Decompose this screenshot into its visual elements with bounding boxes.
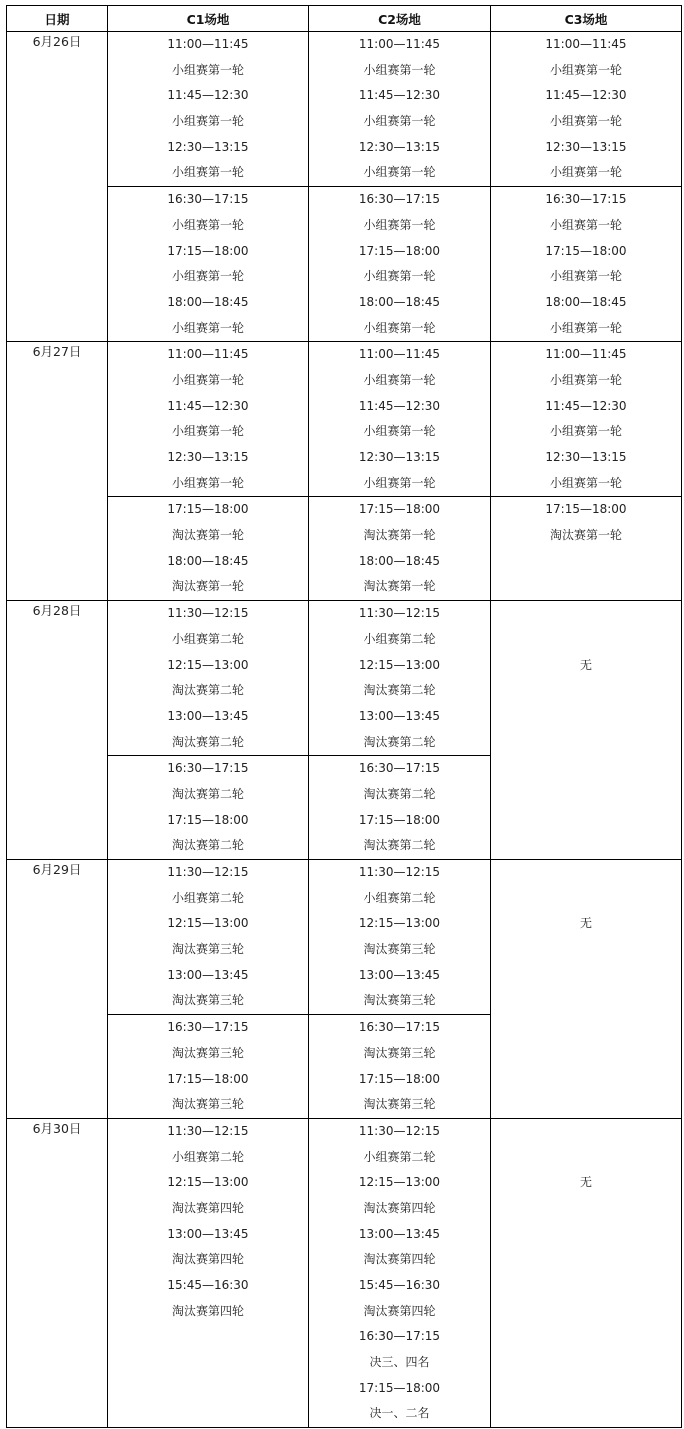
match-label: 小组赛第二轮: [171, 1149, 244, 1164]
c1-slots: [108, 1118, 309, 1427]
header-row: [7, 6, 682, 32]
c3-slots: [491, 342, 682, 497]
match-label: 淘汰赛第四轮: [363, 1200, 436, 1215]
date-cell: 6月29日: [7, 860, 108, 1119]
time-slot: 17:15—18:00: [167, 243, 249, 258]
time-slot: 17:15—18:00: [358, 1071, 441, 1086]
time-slot: 11:30—12:15: [358, 865, 441, 879]
match-label: 淘汰赛第二轮: [171, 734, 244, 749]
match-label: 淘汰赛第三轮: [363, 993, 436, 1008]
time-slot: 16:30—17:15: [167, 1020, 249, 1035]
c1-slots: [108, 342, 309, 497]
time-slot: 11:45—12:30: [358, 88, 441, 103]
schedule-table: [6, 5, 682, 1428]
time-slot: 11:00—11:45: [358, 347, 441, 362]
match-label: 小组赛第一轮: [549, 165, 622, 180]
c2-slots: [309, 342, 491, 497]
c1-slots: [108, 860, 309, 1015]
time-slot: 11:30—12:15: [167, 606, 249, 621]
time-slot: 11:30—12:15: [358, 606, 441, 621]
time-slot: 11:45—12:30: [167, 398, 249, 413]
match-label: 小组赛第二轮: [171, 631, 244, 646]
c3-slots: [491, 497, 682, 601]
match-label: 淘汰赛第二轮: [363, 786, 436, 801]
c3-none-cell: [491, 601, 682, 860]
match-label: 小组赛第一轮: [171, 114, 244, 129]
time-slot: 18:00—18:45: [358, 294, 441, 309]
c1-slots: [108, 187, 309, 342]
match-label: 淘汰赛第二轮: [363, 734, 436, 749]
match-label: 决三、四名: [369, 1355, 430, 1370]
match-label: 小组赛第一轮: [363, 372, 436, 387]
time-slot: 16:30—17:15: [545, 192, 627, 207]
time-slot: 12:30—13:15: [167, 139, 249, 154]
time-slot: 18:00—18:45: [167, 294, 249, 309]
time-slot: 16:30—17:15: [167, 192, 249, 207]
time-slot: 11:30—12:15: [167, 865, 249, 879]
match-label: 淘汰赛第一轮: [171, 579, 244, 594]
time-slot: 11:00—11:45: [167, 37, 249, 51]
match-label: 小组赛第二轮: [171, 890, 244, 905]
time-slot: 11:30—12:15: [167, 1123, 249, 1138]
time-slot: 15:45—16:30: [358, 1278, 441, 1292]
date-cell: 6月26日: [7, 32, 108, 342]
header-c3: C3场地: [491, 6, 682, 32]
header-date: 日期: [7, 6, 108, 32]
match-label: 淘汰赛第四轮: [171, 1303, 244, 1318]
match-label: 淘汰赛第二轮: [171, 786, 244, 801]
match-label: 小组赛第一轮: [171, 62, 244, 77]
c2-slots: [309, 1118, 491, 1427]
time-slot: 12:30—13:15: [358, 139, 441, 154]
match-label: 淘汰赛第三轮: [171, 1097, 244, 1112]
time-slot: 13:00—13:45: [167, 708, 249, 723]
time-slot: 12:30—13:15: [545, 139, 627, 154]
match-label: 小组赛第一轮: [171, 217, 244, 232]
time-slot: 15:45—16:30: [167, 1278, 249, 1292]
c1-slots: [108, 497, 309, 601]
match-label: 小组赛第一轮: [549, 475, 622, 490]
match-label: 淘汰赛第一轮: [549, 528, 622, 543]
time-slot: 13:00—13:45: [358, 708, 441, 723]
time-slot: 11:45—12:30: [167, 88, 249, 103]
table-row: [7, 342, 682, 497]
match-label: 小组赛第一轮: [363, 320, 436, 335]
time-slot: 11:45—12:30: [545, 398, 627, 413]
c3-none-cell: [491, 1118, 682, 1427]
match-label: 小组赛第一轮: [171, 269, 244, 284]
match-label: 小组赛第一轮: [549, 114, 622, 129]
match-label: 小组赛第一轮: [363, 165, 436, 180]
time-slot: 11:00—11:45: [167, 347, 249, 362]
time-slot: 17:15—18:00: [358, 502, 441, 517]
table-row: [7, 860, 682, 1015]
match-label: 小组赛第二轮: [363, 1149, 436, 1164]
time-slot: 12:15—13:00: [167, 657, 249, 672]
time-slot: 12:15—13:00: [358, 916, 441, 931]
match-label: 小组赛第一轮: [549, 372, 622, 387]
match-label: 淘汰赛第四轮: [363, 1303, 436, 1318]
table-row: [7, 187, 682, 342]
time-slot: 11:00—11:45: [545, 37, 627, 51]
match-label: 淘汰赛第三轮: [171, 1045, 244, 1060]
time-slot: 13:00—13:45: [167, 967, 249, 982]
date-cell: 6月27日: [7, 342, 108, 601]
c1-slots: [108, 32, 309, 187]
match-label: 淘汰赛第三轮: [363, 1097, 436, 1112]
time-slot: 18:00—18:45: [358, 553, 441, 568]
match-label: 小组赛第一轮: [549, 424, 622, 439]
c1-slots: [108, 1015, 309, 1119]
time-slot: 17:15—18:00: [358, 812, 441, 827]
c1-slots: [108, 756, 309, 860]
time-slot: 18:00—18:45: [167, 553, 249, 568]
match-label: 小组赛第一轮: [171, 424, 244, 439]
match-label: 小组赛第一轮: [549, 217, 622, 232]
header-c2: C2场地: [309, 6, 491, 32]
match-label: 小组赛第二轮: [363, 890, 436, 905]
time-slot: 16:30—17:15: [358, 761, 441, 776]
match-label: 小组赛第一轮: [363, 269, 436, 284]
time-slot: 11:45—12:30: [358, 398, 441, 413]
match-label: 小组赛第一轮: [363, 114, 436, 129]
time-slot: 17:15—18:00: [167, 1071, 249, 1086]
time-slot: 12:15—13:00: [358, 1175, 441, 1190]
match-label: 淘汰赛第二轮: [171, 683, 244, 698]
time-slot: 16:30—17:15: [358, 1020, 441, 1035]
time-slot: 16:30—17:15: [358, 192, 441, 207]
c3-none-cell: [491, 860, 682, 1119]
time-slot: 12:30—13:15: [167, 450, 249, 464]
match-label: 淘汰赛第二轮: [363, 838, 436, 853]
c2-slots: [309, 601, 491, 756]
date-cell: 6月30日: [7, 1118, 108, 1427]
time-slot: 13:00—13:45: [358, 1226, 441, 1241]
time-slot: 13:00—13:45: [358, 967, 441, 982]
time-slot: 12:15—13:00: [167, 916, 249, 931]
time-slot: 11:30—12:15: [358, 1123, 441, 1138]
time-slot: 17:15—18:00: [545, 502, 627, 517]
c2-slots: [309, 32, 491, 187]
c2-slots: [309, 860, 491, 1015]
match-label: 淘汰赛第一轮: [363, 528, 436, 543]
none-mark: 无: [579, 916, 592, 931]
time-slot: 11:00—11:45: [358, 37, 441, 51]
match-label: 小组赛第一轮: [171, 475, 244, 490]
match-label: 决一、二名: [369, 1406, 430, 1421]
time-slot: 16:30—17:15: [167, 761, 249, 776]
match-label: 淘汰赛第三轮: [363, 942, 436, 957]
match-label: 淘汰赛第二轮: [171, 838, 244, 853]
c2-slots: [309, 497, 491, 601]
time-slot: 17:15—18:00: [545, 243, 627, 258]
c2-slots: [309, 1015, 491, 1119]
time-slot: 12:15—13:00: [358, 657, 441, 672]
time-slot: 11:00—11:45: [545, 347, 627, 362]
match-label: 淘汰赛第三轮: [171, 942, 244, 957]
match-label: 小组赛第一轮: [549, 320, 622, 335]
match-label: 小组赛第一轮: [171, 165, 244, 180]
time-slot: 11:45—12:30: [545, 88, 627, 103]
none-mark: 无: [579, 657, 592, 672]
time-slot: 17:15—18:00: [358, 243, 441, 258]
match-label: 小组赛第一轮: [363, 424, 436, 439]
c3-slots: [491, 32, 682, 187]
c1-slots: [108, 601, 309, 756]
table-row: [7, 497, 682, 601]
none-mark: 无: [579, 1175, 592, 1190]
c2-slots: [309, 756, 491, 860]
match-label: 小组赛第一轮: [363, 217, 436, 232]
time-slot: 17:15—18:00: [167, 812, 249, 827]
match-label: 小组赛第一轮: [549, 269, 622, 284]
time-slot: 12:30—13:15: [545, 450, 627, 464]
table-row: [7, 32, 682, 187]
date-cell: 6月28日: [7, 601, 108, 860]
time-slot: 12:30—13:15: [358, 450, 441, 464]
c3-slots: [491, 187, 682, 342]
match-label: 小组赛第二轮: [363, 631, 436, 646]
time-slot: 12:15—13:00: [167, 1175, 249, 1190]
match-label: 淘汰赛第三轮: [171, 993, 244, 1008]
match-label: 淘汰赛第四轮: [171, 1252, 244, 1267]
time-slot: 13:00—13:45: [167, 1226, 249, 1241]
match-label: 淘汰赛第四轮: [171, 1200, 244, 1215]
match-label: 淘汰赛第一轮: [363, 579, 436, 594]
time-slot: 17:15—18:00: [167, 502, 249, 517]
time-slot: 17:15—18:00: [358, 1380, 441, 1395]
match-label: 淘汰赛第四轮: [363, 1252, 436, 1267]
match-label: 小组赛第一轮: [549, 62, 622, 77]
time-slot: 18:00—18:45: [545, 294, 627, 309]
c2-slots: [309, 187, 491, 342]
table-row: [7, 1118, 682, 1427]
match-label: 小组赛第一轮: [363, 475, 436, 490]
table-row: [7, 601, 682, 756]
match-label: 淘汰赛第一轮: [171, 528, 244, 543]
header-c1: C1场地: [108, 6, 309, 32]
time-slot: 16:30—17:15: [358, 1329, 441, 1344]
match-label: 小组赛第一轮: [363, 62, 436, 77]
match-label: 小组赛第一轮: [171, 372, 244, 387]
match-label: 淘汰赛第二轮: [363, 683, 436, 698]
match-label: 淘汰赛第三轮: [363, 1045, 436, 1060]
match-label: 小组赛第一轮: [171, 320, 244, 335]
